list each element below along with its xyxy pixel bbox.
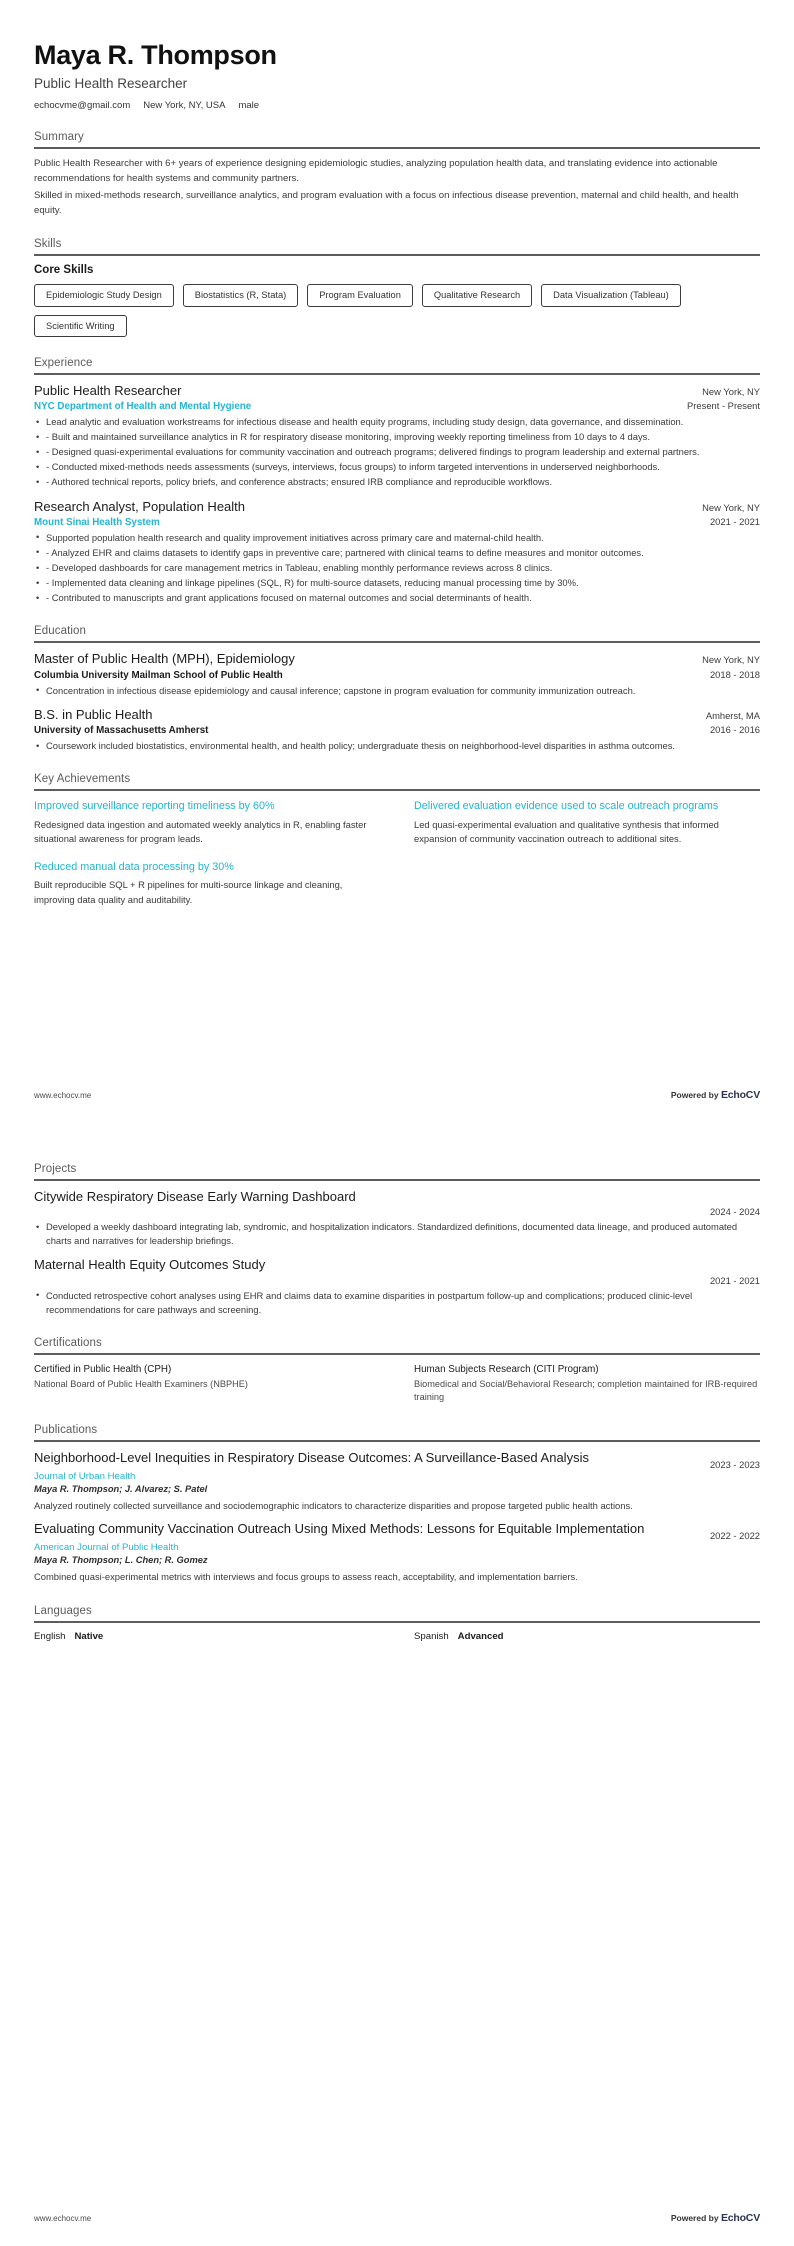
experience-bullet-list <box>34 531 760 606</box>
publication-journal: Journal of Urban Health <box>34 1471 136 1483</box>
experience-bullet: • - Analyzed EHR and claims datasets to identify gaps in preventive care; partnered with clinical teams to define measures and monitor outcomes. <box>34 546 760 560</box>
education-bullet-list <box>34 684 760 698</box>
experience-job-title: Research Analyst, Population Health <box>34 498 246 514</box>
section-divider <box>34 789 760 791</box>
education-date: 2016 - 2016 <box>709 724 760 735</box>
section-title-education: Education <box>34 625 87 638</box>
section-publications <box>34 1424 760 1584</box>
section-education <box>34 625 760 753</box>
experience-job-title: Public Health Researcher <box>34 382 182 398</box>
footer-brand-name: EchoCV <box>720 1089 760 1101</box>
language-grid <box>34 1631 760 1642</box>
education-date: 2018 - 2018 <box>709 668 760 680</box>
education-entry <box>34 707 760 753</box>
section-title-achievements: Key Achievements <box>34 773 131 786</box>
publication-abstract: Analyzed routinely collected surveillance and sociodemographic indicators to characterize disparities and propose targeted public health actions. <box>34 1500 633 1512</box>
experience-entry <box>34 499 760 606</box>
certification-item <box>414 1363 760 1404</box>
education-entry <box>34 651 760 697</box>
publication-authors: Maya R. Thompson; L. Chen; R. Gomez <box>34 1555 208 1566</box>
project-bullet: • Developed a weekly dashboard integrating lab, syndromic, and hospitalization indicators. Standardized definitions, documented data lineage, and produced automated charts and narratives for leadership briefings. <box>34 1220 760 1248</box>
education-bullet-list <box>34 739 760 753</box>
education-bullet: • Concentration in infectious disease epidemiology and causal inference; capstone in program evaluation for community immunization outreach. <box>34 684 760 698</box>
language-level: Native <box>74 1630 104 1642</box>
language-item <box>34 1631 380 1642</box>
publication-journal: American Journal of Public Health <box>34 1542 179 1554</box>
section-title-projects: Projects <box>34 1163 77 1175</box>
section-experience <box>34 357 760 606</box>
project-bullet: • Conducted retrospective cohort analyses using EHR and claims data to examine disparities in postpartum follow-up and complications; produced clinic-level recommendations for care pathways and screening. <box>34 1289 760 1317</box>
experience-bullet: • - Authored technical reports, policy briefs, and conference abstracts; ensured IRB compliance and reproducible workflows. <box>34 475 760 489</box>
section-projects <box>34 1163 760 1317</box>
skills-chip-list <box>34 284 760 336</box>
footer-brand <box>671 2212 760 2224</box>
achievement-grid <box>34 799 760 907</box>
summary-paragraph: Skilled in mixed-methods research, surveillance analytics, and program evaluation with a focus on infectious disease prevention, maternal and child health, and health equity. <box>34 190 739 216</box>
publication-authors: Maya R. Thompson; J. Alvarez; S. Patel <box>34 1484 208 1495</box>
achievement-title: Improved surveillance reporting timeliness by 60% <box>34 800 275 813</box>
candidate-role: Public Health Researcher <box>34 76 188 92</box>
certification-name: Human Subjects Research (CITI Program) <box>414 1363 599 1375</box>
certification-name: Certified in Public Health (CPH) <box>34 1363 172 1375</box>
publication-item <box>34 1450 760 1513</box>
achievement-item <box>34 860 380 907</box>
section-divider <box>34 641 760 643</box>
project-entry <box>34 1189 760 1248</box>
certification-issuer: Biomedical and Social/Behavioral Research; completion maintained for IRB-required training <box>414 1378 758 1402</box>
section-title-publications: Publications <box>34 1424 98 1437</box>
experience-bullet: • Lead analytic and evaluation workstreams for infectious disease and health equity programs, including study design, data governance, and dissemination. <box>34 415 760 429</box>
certification-grid <box>34 1363 760 1404</box>
contact-location: New York, NY, USA <box>143 100 226 112</box>
experience-location: New York, NY <box>702 385 760 397</box>
achievement-item <box>34 799 380 846</box>
experience-bullet: • - Contributed to manuscripts and grant applications focused on maternal outcomes and social determinants of health. <box>34 591 760 605</box>
footer-powered-label: Powered by <box>670 2213 721 2223</box>
experience-date: 2021 - 2021 <box>709 515 760 527</box>
page-footer <box>34 2212 760 2224</box>
publication-title: Evaluating Community Vaccination Outreach Using Mixed Methods: Lessons for Equitable Implementation <box>34 1521 645 1537</box>
section-skills <box>34 238 760 336</box>
project-date: 2021 - 2021 <box>709 1274 760 1286</box>
achievement-description: Redesigned data ingestion and automated weekly analytics in R, enabling faster situational awareness for program leads. <box>34 818 367 844</box>
experience-bullet: • - Implemented data cleaning and linkage pipelines (SQL, R) for multi-source datasets, reducing manual processing time by 30%. <box>34 576 760 590</box>
section-divider <box>34 1179 760 1181</box>
education-school: Columbia University Mailman School of Public Health <box>34 669 283 681</box>
education-location: Amherst, MA <box>705 709 760 721</box>
publication-title: Neighborhood-Level Inequities in Respiratory Disease Outcomes: A Surveillance-Based Analysis <box>34 1450 589 1466</box>
education-degree: Master of Public Health (MPH), Epidemiology <box>34 651 295 667</box>
publication-date: 2023 - 2023 <box>709 1459 760 1471</box>
certification-issuer: National Board of Public Health Examiners (NBPHE) <box>34 1378 248 1389</box>
achievement-description: Led quasi-experimental evaluation and qualitative synthesis that informed expansion of community vaccination outreach to additional sites. <box>414 818 719 844</box>
footer-brand <box>671 1089 760 1101</box>
experience-organization: NYC Department of Health and Mental Hygiene <box>34 401 252 413</box>
section-summary <box>34 131 760 218</box>
section-divider <box>34 147 760 149</box>
candidate-name: Maya R. Thompson <box>34 40 277 70</box>
skill-chip: Program Evaluation <box>307 284 413 306</box>
contact-gender: male <box>238 100 260 112</box>
publication-item <box>34 1521 760 1584</box>
section-title-skills: Skills <box>34 238 62 251</box>
language-name: Spanish <box>414 1630 449 1642</box>
summary-paragraph: Public Health Researcher with 6+ years of experience designing epidemiologic studies, analyzing population health data, and translating evidence into actionable recommendations for health systems and community partners. <box>34 158 718 184</box>
project-bullet-list <box>34 1289 760 1317</box>
experience-bullet: • Supported population health research and quality improvement initiatives across primary care and maternal-child health. <box>34 531 760 545</box>
certification-item <box>34 1363 380 1404</box>
section-divider <box>34 1621 760 1623</box>
experience-bullet: • - Developed dashboards for care management metrics in Tableau, enabling monthly performance reviews across 8 clinics. <box>34 561 760 575</box>
experience-bullet-list <box>34 415 760 490</box>
experience-date: Present - Present <box>687 400 760 412</box>
section-divider <box>34 1353 760 1355</box>
section-title-languages: Languages <box>34 1604 92 1617</box>
language-item <box>414 1631 760 1642</box>
section-languages <box>34 1605 760 1642</box>
skill-chip: Epidemiologic Study Design <box>34 284 174 306</box>
project-title: Maternal Health Equity Outcomes Study <box>34 1257 266 1273</box>
section-key-achievements <box>34 773 760 907</box>
project-bullet-list <box>34 1220 760 1248</box>
skill-chip: Qualitative Research <box>422 284 532 306</box>
footer-url[interactable]: www.echocv.me <box>34 1091 92 1100</box>
language-name: English <box>34 1630 66 1642</box>
skill-chip: Biostatistics (R, Stata) <box>183 284 298 306</box>
footer-powered-label: Powered by <box>670 1090 721 1100</box>
page-footer <box>34 1089 760 1101</box>
language-level: Advanced <box>457 1630 504 1642</box>
experience-entry <box>34 383 760 490</box>
project-entry <box>34 1257 760 1316</box>
contact-email[interactable]: echocvme@gmail.com <box>34 100 131 112</box>
project-title: Citywide Respiratory Disease Early Warning Dashboard <box>34 1189 356 1204</box>
achievement-title: Reduced manual data processing by 30% <box>34 860 234 873</box>
section-title-experience: Experience <box>34 356 93 369</box>
section-title-certifications: Certifications <box>34 1336 102 1349</box>
section-certifications <box>34 1337 760 1404</box>
publication-date: 2022 - 2022 <box>709 1530 760 1542</box>
resume-header <box>34 40 760 111</box>
skill-chip: Scientific Writing <box>34 315 127 337</box>
publication-abstract: Combined quasi-experimental metrics with interviews and focus groups to assess reach, acceptability, and implementation barriers. <box>34 1571 578 1583</box>
resume-page-2 <box>0 1123 794 2246</box>
achievement-item <box>414 799 760 846</box>
experience-bullet: • - Designed quasi-experimental evaluations for community vaccination and outreach programs; delivered findings to program leadership and external partners. <box>34 445 760 459</box>
experience-organization: Mount Sinai Health System <box>34 516 160 528</box>
contact-info <box>34 100 760 111</box>
education-location: New York, NY <box>702 654 760 666</box>
skills-group-title: Core Skills <box>34 264 94 277</box>
section-divider <box>34 373 760 375</box>
experience-bullet: • - Built and maintained surveillance analytics in R for respiratory disease monitoring, improving weekly reporting timeliness from 10 days to 4 days. <box>34 430 760 444</box>
experience-location: New York, NY <box>702 501 760 513</box>
section-divider <box>34 254 760 256</box>
education-degree: B.S. in Public Health <box>34 706 153 722</box>
skill-chip: Data Visualization (Tableau) <box>541 284 681 306</box>
project-date: 2024 - 2024 <box>709 1206 760 1218</box>
footer-brand-name: EchoCV <box>720 2212 760 2224</box>
section-divider <box>34 1440 760 1442</box>
achievement-title: Delivered evaluation evidence used to scale outreach programs <box>414 800 719 813</box>
education-school: University of Massachusetts Amherst <box>34 725 209 736</box>
section-title-summary: Summary <box>34 131 84 144</box>
footer-url[interactable]: www.echocv.me <box>34 2214 92 2223</box>
experience-bullet: • - Conducted mixed-methods needs assessments (surveys, interviews, focus groups) to inform targeted interventions in underserved neighborhoods. <box>34 460 760 474</box>
education-bullet: • Coursework included biostatistics, environmental health, and health policy; undergraduate thesis on neighborhood-level disparities in asthma outcomes. <box>34 739 760 753</box>
achievement-description: Built reproducible SQL + R pipelines for multi-source linkage and cleaning, improving data quality and auditability. <box>34 879 343 905</box>
